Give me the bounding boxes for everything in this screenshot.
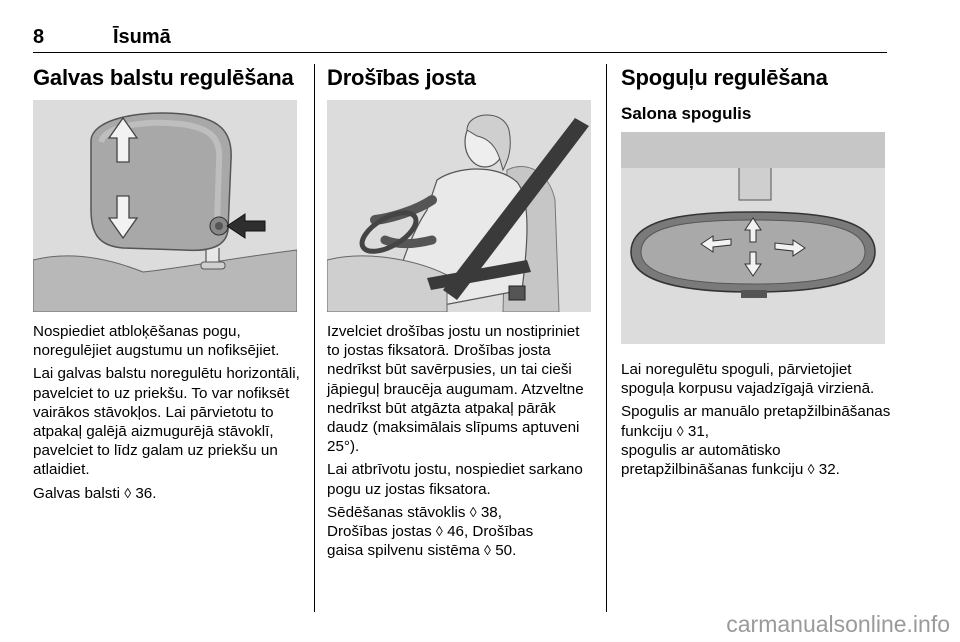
paragraph: Izvelciet drošības jostu un nostipriniet to jostas fiksatorā. Drošības josta nedrīkst būt savērpusies, un tai cieši jāpieguļ braucēja augumam. Atzveltne nedrīkst būt atgāzta atpakaļ pārāk daudz (maksimālais slīpums aptuveni 25°). bbox=[327, 323, 584, 456]
cross-reference-group bbox=[621, 402, 891, 479]
watermark: carmanualsonline.info bbox=[726, 611, 950, 637]
chapter-title: Īsumā bbox=[113, 26, 171, 48]
cross-reference[interactable]: gaisa spilvenu sistēma ◊ 50. bbox=[327, 542, 517, 560]
arrow-icon: ◊ bbox=[124, 484, 132, 501]
column-divider bbox=[314, 64, 315, 612]
cross-reference-group bbox=[327, 503, 595, 561]
interior-mirror-illustration bbox=[621, 132, 885, 344]
arrow-icon: ◊ bbox=[807, 461, 815, 478]
paragraph: Lai atbrīvotu jostu, nospiediet sarkano pogu uz jostas fiksatora. bbox=[327, 461, 583, 498]
cross-reference[interactable]: Galvas balsti ◊ 36. bbox=[33, 484, 157, 502]
arrow-icon: ◊ bbox=[484, 542, 491, 559]
column-divider bbox=[606, 64, 607, 612]
cross-reference[interactable]: spogulis ar automātisko pretapžilbināšanas funkciju ◊ 32. bbox=[621, 441, 840, 479]
paragraph: Nospiediet atbloķēšanas pogu, noregulējiet augstumu un nofiksējiet. bbox=[33, 323, 280, 360]
seat-belt-illustration bbox=[327, 100, 591, 312]
arrow-icon: ◊ bbox=[469, 503, 477, 520]
arrow-icon: ◊ bbox=[435, 523, 443, 540]
section-title-seat-belt: Drošības josta bbox=[327, 65, 476, 90]
section-title-mirror-adjustment: Spoguļu regulēšana bbox=[621, 65, 828, 90]
section-title-head-restraint: Galvas balstu regulēšana bbox=[33, 65, 294, 90]
cross-reference[interactable]: Spogulis ar manuālo pretapžilbināšanas funkciju ◊ 31, bbox=[621, 403, 891, 440]
subsection-title-interior-mirror: Salona spogulis bbox=[621, 104, 752, 123]
seat-belt-text bbox=[327, 322, 595, 564]
paragraph: Lai noregulētu spoguli, pārvietojiet spoguļa korpusu vajadzīgajā virzienā. bbox=[621, 361, 875, 398]
paragraph: Lai galvas balstu noregulētu horizontāli, pavelciet to uz priekšu. To var nofiksēt vairākos stāvokļos. Lai pārvietotu to atpakaļ galējā aizmugurējā stāvoklī, pavelciet to līdz galam uz priekšu un atlaidiet. bbox=[33, 365, 300, 479]
cross-reference[interactable]: Drošības jostas ◊ 46, Drošības bbox=[327, 523, 534, 541]
mirror-text bbox=[621, 360, 891, 483]
head-restraint-text bbox=[33, 322, 301, 507]
page-number: 8 bbox=[33, 26, 45, 48]
page-header bbox=[33, 24, 887, 53]
head-restraint-illustration bbox=[33, 100, 297, 312]
cross-reference[interactable]: Sēdēšanas stāvoklis ◊ 38, bbox=[327, 503, 502, 521]
arrow-icon: ◊ bbox=[676, 422, 684, 439]
